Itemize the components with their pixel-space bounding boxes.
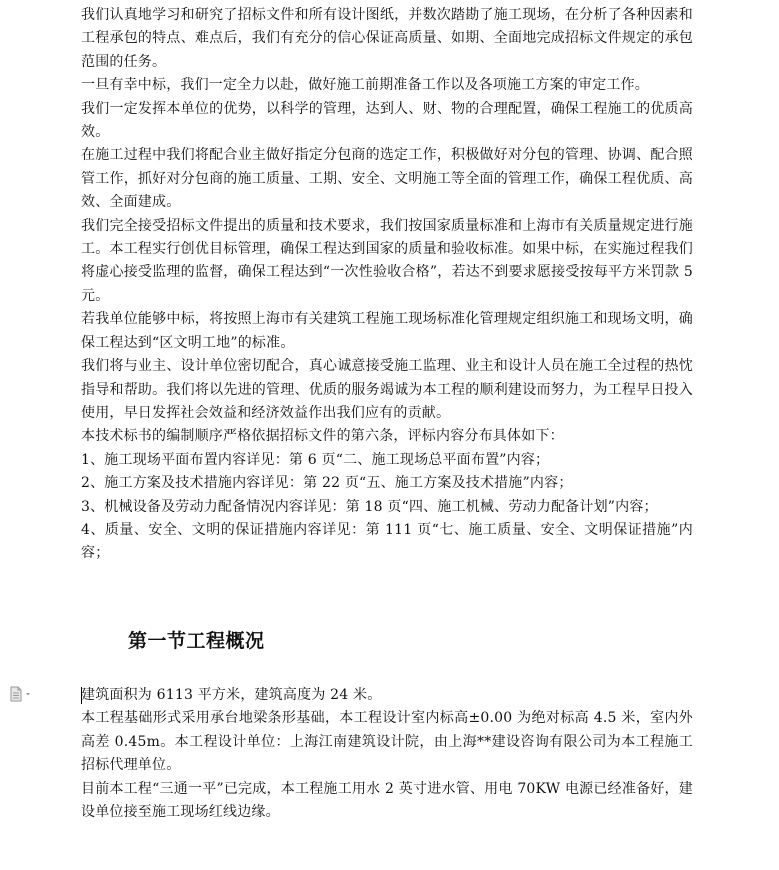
section-paragraph-3: 目前本工程“三通一平”已完成，本工程施工用水 2 英寸进水管、用电 70KW 电源已经准备好，建设单位接至施工现场红线边缘。: [81, 780, 693, 821]
list-item-3: 3、机械设备及劳动力配备情况内容详见：第 18 页“四、施工机械、劳动力配备计划”内容；: [81, 498, 658, 515]
paragraph-4: 在施工过程中我们将配合业主做好指定分包商的选定工作，积极做好对分包的管理、协调、配合照管工作，抓好对分包商的施工质量、工期、安全、文明施工等全面的管理工作，确保工程优质、高效、全面建成。: [81, 147, 693, 211]
paragraph-7: 我们将与业主、设计单位密切配合，真心诚意接受施工监理、业主和设计人员在施工全过程的热忱指导和帮助。我们将以先进的管理、优质的服务竭诚为本工程的顺利建设而努力，为工程早日投入使用，早日发挥社会效益和经济效益作出我们应有的贡献。: [81, 358, 693, 421]
document-icon[interactable]: [9, 686, 35, 702]
paragraph-8: 本技术标书的编制顺序严格依据招标文件的第六条，评标内容分布具体如下：: [81, 428, 564, 445]
document-body-section: [81, 684, 693, 824]
section-heading: 第一节工程概况: [128, 630, 265, 652]
list-item-4: 4、质量、安全、文明的保证措施内容详见：第 111 页“七、施工质量、安全、文明保证措施”内容；: [81, 521, 693, 562]
paragraph-3: 我们一定发挥本单位的优势，以科学的管理，达到人、财、物的合理配置，确保工程施工的优质高效。: [81, 100, 693, 141]
section-paragraph-1: 建筑面积为 6113 平方米，建筑高度为 24 米。: [81, 687, 382, 703]
list-item-2: 2、施工方案及技术措施内容详见：第 22 页“五、施工方案及技术措施”内容；: [81, 475, 573, 492]
section-paragraph-2: 本工程基础形式采用承台地梁条形基础，本工程设计室内标高±0.00 为绝对标高 4.5 米，室内外高差 0.45m。本工程设计单位：上海江南建筑设计院，由上海**建设咨询有限公司为本工程施工招标代理单位。: [81, 710, 693, 774]
paragraph-5: 我们完全接受招标文件提出的质量和技术要求，我们按国家质量标准和上海市有关质量规定进行施工。本工程实行创优目标管理，确保工程达到国家的质量和验收标准。如果中标，在实施过程我们将虚心接受监理的监督，确保工程达到“一次性验收合格”，若达不到要求愿接受按每平方米罚款 5 元。: [81, 217, 693, 304]
document-body-intro: [81, 4, 693, 566]
paragraph-2: 一旦有幸中标，我们一定全力以赴，做好施工前期准备工作以及各项施工方案的审定工作。: [81, 77, 649, 94]
list-item-1: 1、施工现场平面布置内容详见：第 6 页“二、施工现场总平面布置”内容；: [81, 451, 550, 468]
paragraph-6: 若我单位能够中标，将按照上海市有关建筑工程施工现场标准化管理规定组织施工和现场文明，确保工程达到“区文明工地”的标准。: [81, 311, 693, 351]
paragraph-1: 我们认真地学习和研究了招标文件和所有设计图纸，并数次踏勘了施工现场，在分析了各种因素和工程承包的特点、难点后，我们有充分的信心保证高质量、如期、全面地完成招标文件规定的承包范围的任务。: [81, 7, 693, 70]
